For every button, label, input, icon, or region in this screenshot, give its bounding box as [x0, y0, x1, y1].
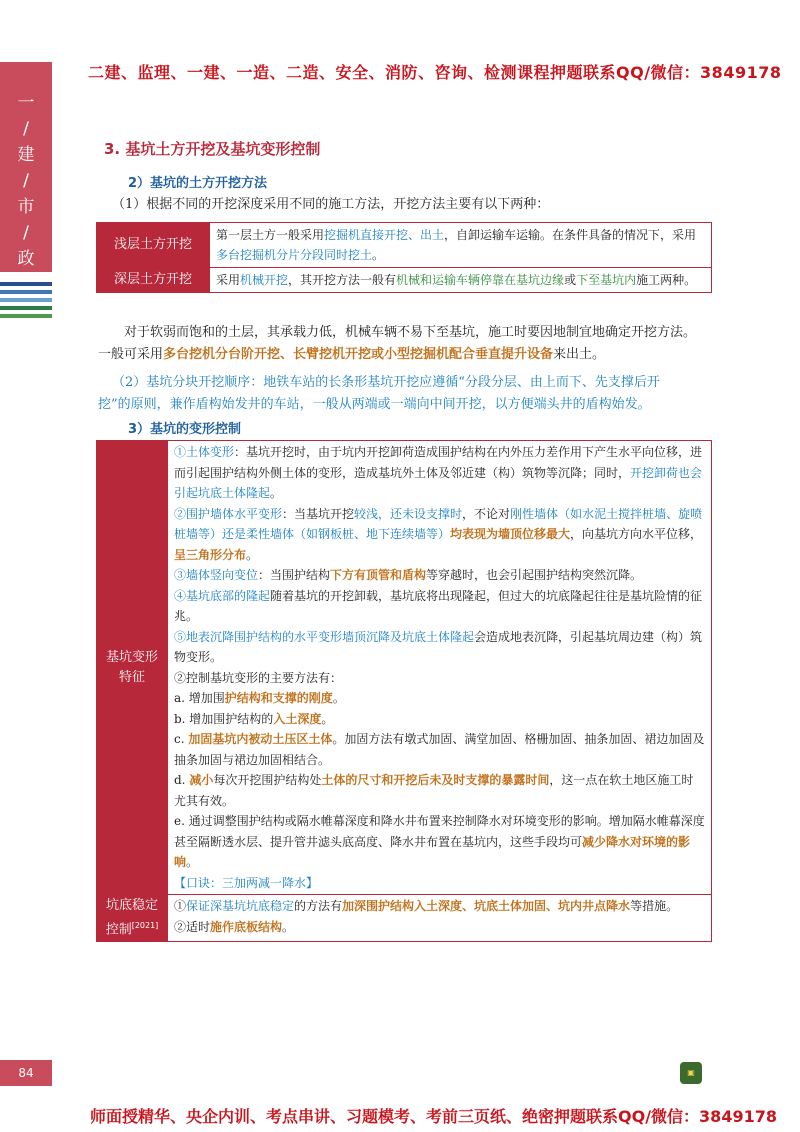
deformation-content: ①土体变形：基坑开挖时，由于坑内开挖卸荷造成围护结构在内外压力差作用下产生水平向位移，进而引起围护结构外侧土体的变形，造成基坑外土体及邻近建（构）筑物等沉降；同时，开挖卸荷也会引起坑底土体隆起。 ②围护墙体水平变形：当基坑开挖较浅，还未设支撑时，不论对刚性墙体（如水泥土搅拌桩墙、旋喷桩墙等）还是柔性墙体（如钢板桩、地下连续墙等）均表现为墙顶位移最大，向基坑方向水平位移，呈三角形分布。 ③墙体竖向变位：当围护结构下方有顶管和盾构等穿越时，也会引起围护结构突然沉降。 ④基坑底部的隆起随着基坑的开挖卸载，基坑底将出现隆起，但过大的坑底隆起往往是基坑险情的征兆。 ⑤地表沉降围护结构的水平变形墙顶沉降及坑底土体隆起会造成地表沉降，引起基坑周边建（构）筑物变形。 ②控制基坑变形的主要方法有： a. 增加围护结构和支撑的刚度。 b. 增加围护结构的入土深度。 c. 加固基坑内被动土压区土体。加固方法有墩式加固、满堂加固、格栅加固、抽条加固、裙边加固及抽条加固与裙边加固相结合。 d. 减小每次开挖围护结构处土体的尺寸和开挖后未及时支撑的暴露时间，这一点在软土地区施工时尤其有效。 e. 通过调整围护结构或隔水帷幕深度和降水井布置来控制降水对环境变形的影响。增加隔水帷幕深度甚至隔断透水层、提升管井滤头底高度、降水井布置在基坑内，这些手段均可减少降水对环境的影响。 【口诀：三加两减一降水】 [168, 441, 712, 895]
side-tab-text: 一 / 建 / 市 / 政 [17, 93, 35, 269]
stripe-5 [0, 314, 52, 318]
corner-logo-icon: ▣ [680, 1062, 702, 1084]
stripe-3 [0, 298, 52, 302]
top-banner: 二建、监理、一建、一造、二造、安全、消防、咨询、检测课程押题联系QQ/微信：3849178 [88, 63, 782, 82]
row-label-stability: 坑底稳定 控制[2021] [97, 895, 168, 942]
row-text-shallow: 第一层土方一般采用挖掘机直接开挖、出土，自卸运输车运输。在条件具备的情况下，采用多台挖掘机分片分段同时挖土。 [210, 223, 712, 268]
page-number: 84 [0, 1060, 52, 1086]
deformation-control-table [96, 440, 712, 942]
row-text-deep: 采用机械开挖，其开挖方法一般有机械和运输车辆停靠在基坑边缘或下至基坑内施工两种。 [210, 268, 712, 293]
stability-content: ①保证深基坑坑底稳定的方法有加深围护结构入土深度、坑底土体加固、坑内井点降水等措施。 ②适时施作底板结构。 [168, 895, 712, 942]
block-excavation-paragraph: （2）基坑分块开挖顺序：地铁车站的长条形基坑开挖应遵循“分段分层、由上而下、先支撑后开 挖”的原则，兼作盾构始发井的车站，一般从两端或一端向中间开挖，以方便端头井的盾构始发。 [98, 375, 660, 412]
excavation-methods-table [96, 222, 712, 293]
row-label-shallow: 浅层土方开挖 [97, 223, 210, 268]
table-row [97, 223, 712, 268]
section-title: 3. 基坑土方开挖及基坑变形控制 [104, 140, 321, 158]
stripe-1 [0, 282, 52, 286]
table-row [97, 268, 712, 293]
row-label-deformation: 基坑变形 特征 [97, 441, 168, 895]
table-row [97, 895, 712, 942]
bottom-banner: 师面授精华、央企内训、考点串讲、习题模考、考前三页纸、绝密押题联系QQ/微信：3849178 [90, 1107, 777, 1126]
intro-text: （1）根据不同的开挖深度采用不同的施工方法，开挖方法主要有以下两种： [112, 197, 550, 212]
soft-soil-paragraph: 对于软弱而饱和的土层，其承载力低，机械车辆不易下至基坑，施工时要因地制宜地确定开挖方法。 一般可采用多台挖机分台阶开挖、长臂挖机开挖或小型挖掘机配合垂直提升设备来出土。 [98, 325, 697, 362]
stripe-2 [0, 290, 52, 294]
subsection-title-excavation: 2）基坑的土方开挖方法 [128, 176, 268, 191]
row-label-deep: 深层土方开挖 [97, 268, 210, 293]
table-row [97, 441, 712, 895]
stripe-4 [0, 306, 52, 310]
mnemonic: 【口诀：三加两减一降水】 [174, 875, 319, 890]
subsection-title-deformation: 3）基坑的变形控制 [128, 422, 242, 437]
